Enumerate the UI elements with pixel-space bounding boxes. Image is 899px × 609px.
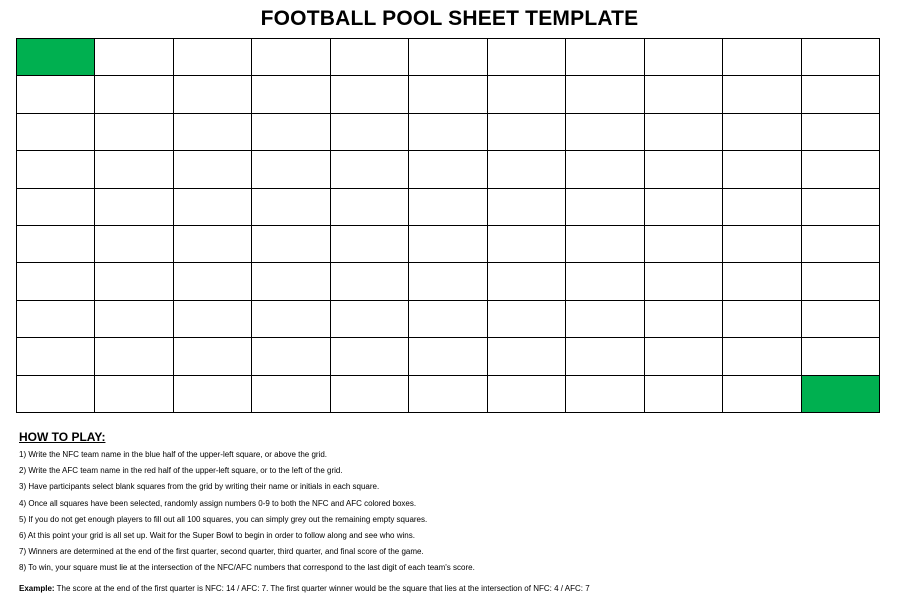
grid-cell[interactable] bbox=[17, 301, 95, 338]
grid-cell[interactable] bbox=[252, 338, 330, 375]
grid-cell[interactable] bbox=[331, 189, 409, 226]
grid-cell[interactable] bbox=[17, 189, 95, 226]
grid-cell[interactable] bbox=[488, 301, 566, 338]
grid-cell[interactable] bbox=[566, 76, 644, 113]
grid-cell[interactable] bbox=[723, 39, 801, 76]
grid-cell[interactable] bbox=[488, 226, 566, 263]
grid-cell[interactable] bbox=[723, 114, 801, 151]
grid-cell[interactable] bbox=[723, 226, 801, 263]
grid-cell[interactable] bbox=[174, 301, 252, 338]
grid-cell[interactable] bbox=[566, 189, 644, 226]
grid-cell-highlighted[interactable] bbox=[17, 39, 95, 76]
grid-cell[interactable] bbox=[331, 301, 409, 338]
grid-cell[interactable] bbox=[252, 263, 330, 300]
instruction-step: 8) To win, your square must lie at the intersection of the NFC/AFC numbers that correspond to the last digit of each team's score. bbox=[19, 563, 475, 573]
grid-cell[interactable] bbox=[645, 338, 723, 375]
grid-cell[interactable] bbox=[252, 76, 330, 113]
grid-cell[interactable] bbox=[174, 76, 252, 113]
instructions-list bbox=[19, 447, 475, 577]
example-note bbox=[19, 584, 590, 593]
grid-cell[interactable] bbox=[645, 226, 723, 263]
grid-cell[interactable] bbox=[566, 301, 644, 338]
grid-cell[interactable] bbox=[252, 226, 330, 263]
grid-cell[interactable] bbox=[252, 189, 330, 226]
how-to-play-heading: HOW TO PLAY: bbox=[19, 430, 106, 444]
grid-cell[interactable] bbox=[802, 189, 880, 226]
grid-cell[interactable] bbox=[566, 338, 644, 375]
grid-cell[interactable] bbox=[488, 189, 566, 226]
grid-cell[interactable] bbox=[566, 263, 644, 300]
grid-cell[interactable] bbox=[645, 301, 723, 338]
grid-cell[interactable] bbox=[723, 301, 801, 338]
grid-cell[interactable] bbox=[488, 76, 566, 113]
grid-cell[interactable] bbox=[252, 151, 330, 188]
example-label: Example: bbox=[19, 584, 55, 593]
grid-cell[interactable] bbox=[174, 338, 252, 375]
instruction-step: 3) Have participants select blank squares from the grid by writing their name or initials in each square. bbox=[19, 482, 380, 492]
grid-cell[interactable] bbox=[331, 263, 409, 300]
grid-cell[interactable] bbox=[174, 39, 252, 76]
grid-cell[interactable] bbox=[645, 151, 723, 188]
grid-cell[interactable] bbox=[331, 338, 409, 375]
grid-cell[interactable] bbox=[331, 114, 409, 151]
grid-cell[interactable] bbox=[174, 376, 252, 413]
grid-cell[interactable] bbox=[174, 226, 252, 263]
grid-cell[interactable] bbox=[331, 151, 409, 188]
grid-cell[interactable] bbox=[95, 376, 173, 413]
instruction-step: 1) Write the NFC team name in the blue half of the upper-left square, or above the grid. bbox=[19, 450, 328, 459]
instruction-step: 5) If you do not get enough players to fill out all 100 squares, you can simply grey out the remaining empty squares. bbox=[19, 514, 428, 524]
grid-cell[interactable] bbox=[174, 263, 252, 300]
grid-cell[interactable] bbox=[802, 76, 880, 113]
grid-cell[interactable] bbox=[17, 151, 95, 188]
grid-cell[interactable] bbox=[645, 263, 723, 300]
grid-cell[interactable] bbox=[802, 226, 880, 263]
pool-grid bbox=[16, 38, 880, 413]
grid-cell[interactable] bbox=[409, 338, 487, 375]
grid-cell[interactable] bbox=[409, 263, 487, 300]
grid-cell-highlighted[interactable] bbox=[802, 376, 880, 413]
grid-cell[interactable] bbox=[331, 39, 409, 76]
grid-cell[interactable] bbox=[488, 263, 566, 300]
grid-cell[interactable] bbox=[723, 263, 801, 300]
grid-cell[interactable] bbox=[645, 376, 723, 413]
grid-cell[interactable] bbox=[95, 114, 173, 151]
grid-cell[interactable] bbox=[17, 338, 95, 375]
grid-cell[interactable] bbox=[802, 39, 880, 76]
instruction-step: 7) Winners are determined at the end of the first quarter, second quarter, third quarter, and final score of the game. bbox=[19, 547, 424, 557]
grid-cell[interactable] bbox=[409, 39, 487, 76]
grid-cell[interactable] bbox=[645, 39, 723, 76]
grid-cell[interactable] bbox=[331, 376, 409, 413]
grid-cell[interactable] bbox=[566, 39, 644, 76]
grid-cell[interactable] bbox=[723, 189, 801, 226]
grid-cell[interactable] bbox=[409, 301, 487, 338]
grid-cell[interactable] bbox=[252, 376, 330, 413]
grid-cell[interactable] bbox=[95, 226, 173, 263]
grid-cell[interactable] bbox=[723, 76, 801, 113]
grid-cell[interactable] bbox=[723, 151, 801, 188]
grid-cell[interactable] bbox=[488, 376, 566, 413]
grid-cell[interactable] bbox=[252, 114, 330, 151]
grid-cell[interactable] bbox=[566, 226, 644, 263]
instruction-step: 4) Once all squares have been selected, randomly assign numbers 0-9 to both the NFC and AFC colored boxes. bbox=[19, 498, 417, 508]
grid-cell[interactable] bbox=[95, 338, 173, 375]
example-text: The score at the end of the first quarter is NFC: 14 / AFC: 7. The first quarter winner would be the square that lies at the intersection of NFC: 4 / AFC: 7 bbox=[54, 584, 590, 593]
grid-cell[interactable] bbox=[566, 151, 644, 188]
grid-cell[interactable] bbox=[802, 338, 880, 375]
grid-cell[interactable] bbox=[17, 376, 95, 413]
grid-cell[interactable] bbox=[409, 189, 487, 226]
grid-cell[interactable] bbox=[17, 76, 95, 113]
grid-cell[interactable] bbox=[645, 114, 723, 151]
grid-cell[interactable] bbox=[802, 301, 880, 338]
grid-cell[interactable] bbox=[488, 39, 566, 76]
grid-cell[interactable] bbox=[409, 226, 487, 263]
grid-cell[interactable] bbox=[566, 376, 644, 413]
instruction-step: 6) At this point your grid is all set up. Wait for the Super Bowl to begin in order to follow along and see who wins. bbox=[19, 531, 415, 541]
grid-cell[interactable] bbox=[252, 301, 330, 338]
grid-cell[interactable] bbox=[802, 263, 880, 300]
grid-cell[interactable] bbox=[95, 76, 173, 113]
grid-cell[interactable] bbox=[95, 39, 173, 76]
grid-cell[interactable] bbox=[409, 114, 487, 151]
grid-cell[interactable] bbox=[17, 226, 95, 263]
grid-cell[interactable] bbox=[95, 151, 173, 188]
page-title: FOOTBALL POOL SHEET TEMPLATE bbox=[260, 7, 639, 30]
grid-cell[interactable] bbox=[645, 76, 723, 113]
grid-cell[interactable] bbox=[17, 114, 95, 151]
grid-cell[interactable] bbox=[488, 151, 566, 188]
grid-cell[interactable] bbox=[95, 263, 173, 300]
grid-cell[interactable] bbox=[331, 76, 409, 113]
grid-cell[interactable] bbox=[95, 301, 173, 338]
grid-cell[interactable] bbox=[488, 338, 566, 375]
grid-cell[interactable] bbox=[174, 151, 252, 188]
grid-cell[interactable] bbox=[723, 376, 801, 413]
grid-cell[interactable] bbox=[95, 189, 173, 226]
grid-cell[interactable] bbox=[802, 151, 880, 188]
grid-cell[interactable] bbox=[17, 263, 95, 300]
grid-cell[interactable] bbox=[566, 114, 644, 151]
grid-cell[interactable] bbox=[645, 189, 723, 226]
grid-cell[interactable] bbox=[409, 151, 487, 188]
grid-cell[interactable] bbox=[409, 376, 487, 413]
grid-cell[interactable] bbox=[488, 114, 566, 151]
grid-cell[interactable] bbox=[252, 39, 330, 76]
grid-cell[interactable] bbox=[409, 76, 487, 113]
instruction-step: 2) Write the AFC team name in the red half of the upper-left square, or to the left of the grid. bbox=[19, 466, 343, 476]
grid-cell[interactable] bbox=[723, 338, 801, 375]
grid-cell[interactable] bbox=[802, 114, 880, 151]
grid-cell[interactable] bbox=[174, 114, 252, 151]
grid-cell[interactable] bbox=[174, 189, 252, 226]
grid-cell[interactable] bbox=[331, 226, 409, 263]
